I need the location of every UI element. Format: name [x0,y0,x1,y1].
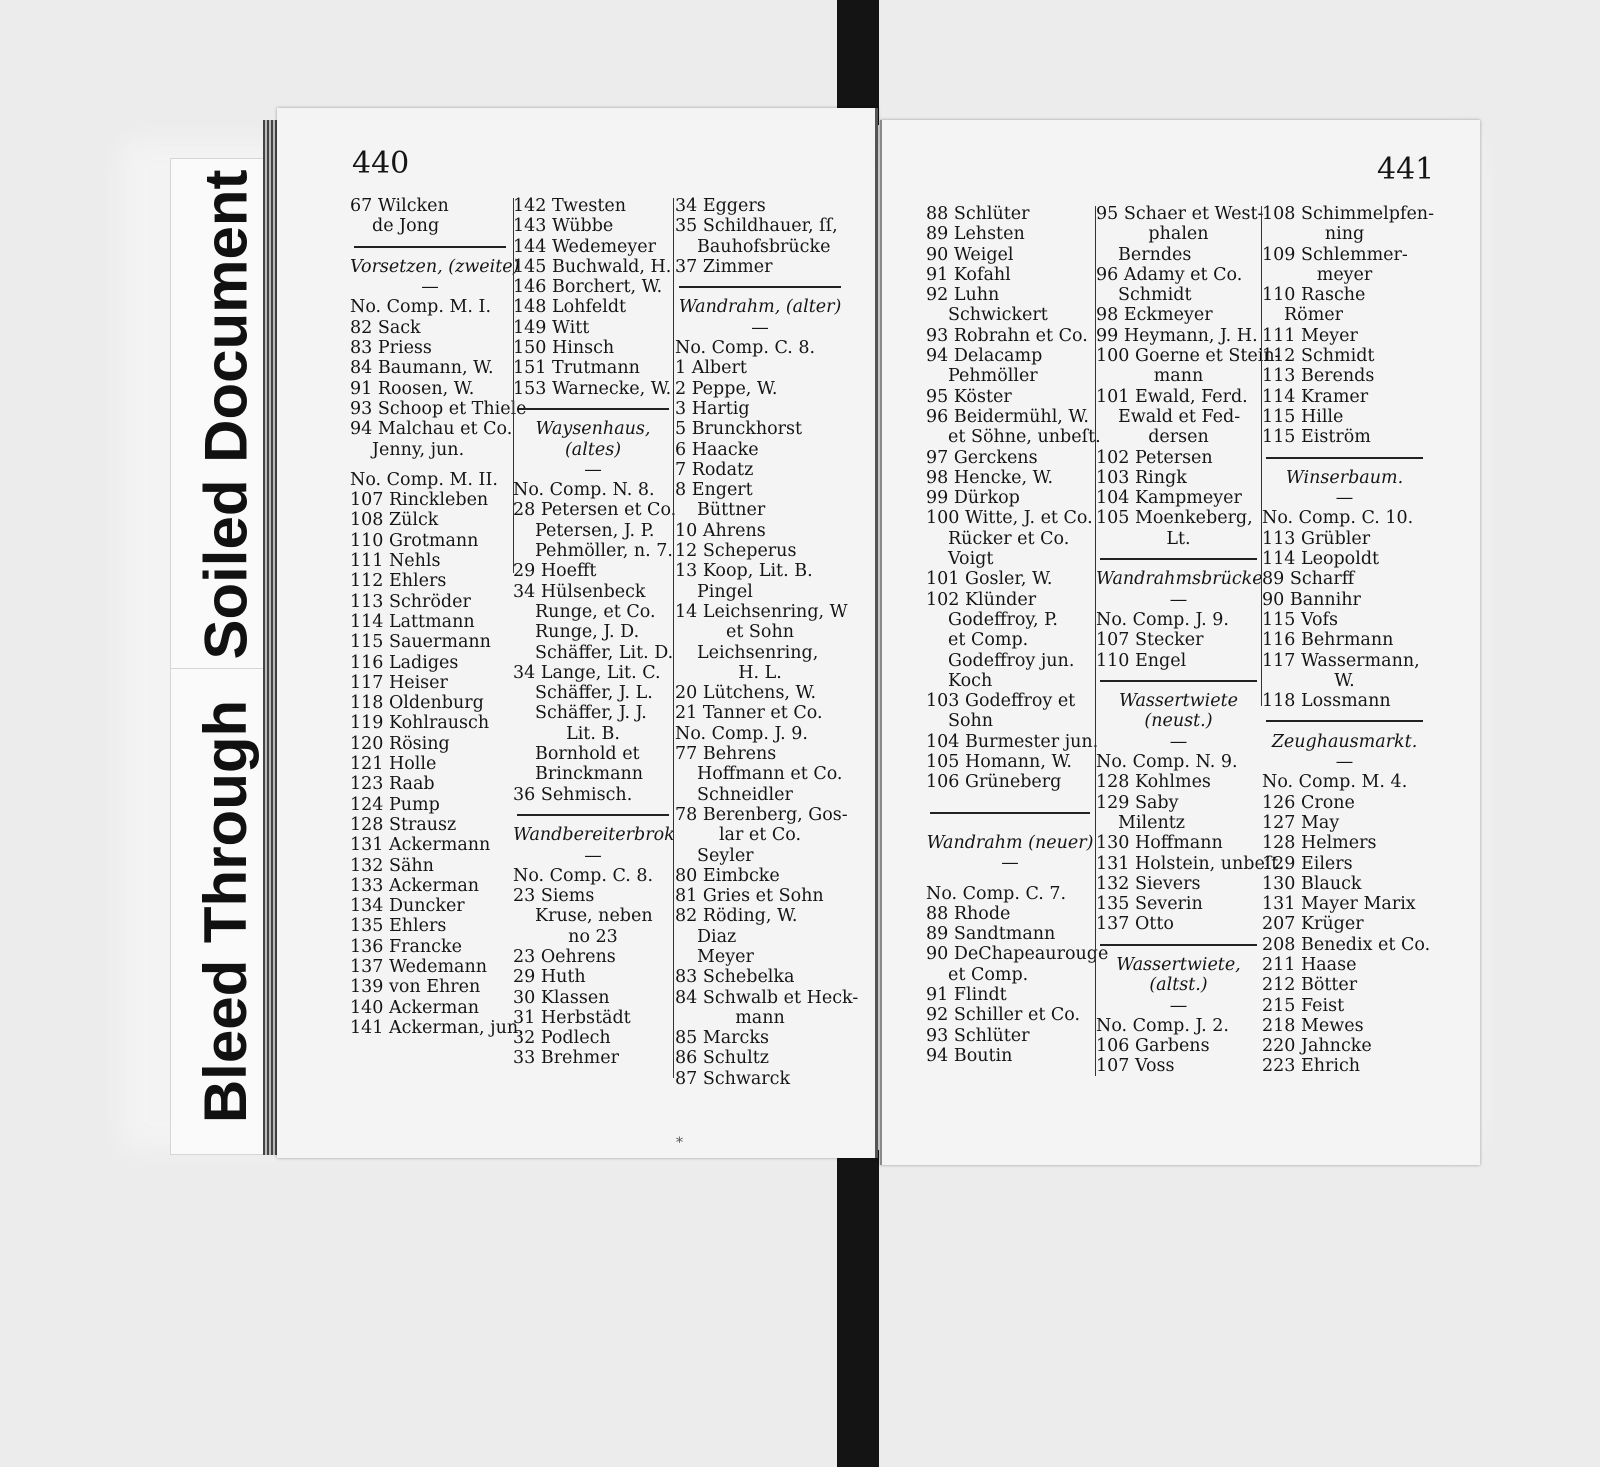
directory-entry: 129 Eilers [1262,853,1353,874]
directory-entry: No. Comp. N. 8. [513,480,655,501]
directory-entry: 123 Raab [350,774,435,795]
directory-entry: 113 Berends [1262,366,1375,387]
directory-entry: Schmidt [1118,285,1192,306]
directory-entry: 108 Schimmelpfen- [1262,204,1434,224]
street-heading: Wandrahm (neuer) [926,832,1094,853]
bookmark-ribbon-bottom [837,1150,879,1467]
directory-entry: 84 Schwalb et Heck- [675,987,859,1008]
directory-entry: 135 Ehlers [350,916,447,937]
directory-entry: Brinckmann [535,764,644,785]
directory-entry: No. Comp. M. II. [350,469,498,490]
directory-entry: 7 Rodatz [675,459,754,480]
directory-entry: 6 Haacke [675,439,759,460]
directory-entry: 93 Robrahn et Co. [926,325,1088,346]
directory-entry: 83 Schebelka [675,967,795,988]
directory-entry: 128 Helmers [1262,833,1377,854]
directory-entry: 1 Albert [675,358,747,379]
centered-line: phalen [1148,224,1209,245]
centered-line: H. L. [738,662,782,683]
directory-entry: No. Comp. C. 7. [926,883,1067,904]
section-rule [1262,448,1427,468]
directory-entry: 105 Moenkeberg, [1096,508,1253,529]
centered-line: lar et Co. [718,825,802,846]
centered-line: ning [1324,224,1365,245]
directory-entry: No. Comp. C. 8. [675,338,816,359]
directory-entry: 132 Sievers [1096,873,1201,894]
directory-entry: 80 Eimbcke [675,865,780,886]
directory-entry: 127 May [1262,812,1340,833]
centered-line: — [1001,853,1019,874]
directory-entry: 112 Ehlers [350,571,447,592]
directory-entry: No. Comp. C. 8. [513,865,654,886]
directory-entry: 118 Lossmann [1262,691,1391,712]
directory-entry: Pehmöller, n. 7. [535,541,673,562]
directory-entry: 121 Holle [350,754,437,775]
directory-entry: Milentz [1118,812,1185,833]
directory-entry: Schäffer, J. L. [535,683,653,704]
directory-entry: 92 Luhn [926,285,1000,306]
centered-line: Lit. B. [566,723,620,744]
page-number-left: 440 [352,146,410,181]
directory-entry: 135 Severin [1096,894,1203,915]
directory-entry: 14 Leichsenring, W [675,601,848,622]
section-rule [1096,549,1261,569]
directory-entry: 8 Engert [675,480,753,501]
directory-entry: Seyler [697,845,754,866]
street-heading: (altst.) [1149,975,1208,996]
directory-entry: 114 Leopoldt [1262,549,1380,570]
street-heading: Wassertwiete [1119,691,1238,712]
directory-entry: 89 Scharff [1262,569,1355,590]
soiled-document-text: Soiled Document [192,168,260,660]
directory-entry: 131 Mayer Marix [1262,894,1416,915]
directory-entry: 28 Petersen et Co. [513,500,677,521]
directory-entry: No. Comp. J. 2. [1096,1015,1229,1036]
directory-entry: 78 Berenberg, Gos- [675,804,848,825]
street-heading: Winserbaum. [1285,467,1404,488]
directory-entry: 212 Bötter [1262,975,1358,996]
section-rule [926,803,1094,823]
directory-entry: 29 Hoefft [513,561,597,582]
directory-entry: No. Comp. N. 9. [1096,752,1238,773]
directory-entry: 34 Lange, Lit. C. [513,662,661,683]
spacer [926,823,1094,833]
bookmark-ribbon-top [837,0,879,125]
street-heading: Wandrahm, (alter) [678,297,842,318]
centered-line: meyer [1316,264,1373,285]
directory-entry: Petersen, J. P. [535,520,655,541]
directory-entry: 20 Lütchens, W. [675,683,817,704]
directory-entry: 117 Wassermann, [1262,650,1420,671]
directory-entry: 90 Weigel [926,244,1014,265]
directory-entry: Pehmöller [948,366,1038,387]
centered-line: — [1335,752,1354,773]
left-page [277,108,878,1158]
directory-entry: et Comp. [948,964,1029,985]
directory-entry: Kruse, neben [535,906,653,927]
directory-entry: 89 Lehsten [926,224,1025,245]
directory-entry: 134 Duncker [350,896,465,917]
directory-entry: 67 Wilcken [350,196,449,216]
directory-entry: 149 Witt [513,317,590,338]
directory-entry: 102 Petersen [1096,447,1213,468]
spacer [350,460,510,470]
directory-entry: Schwickert [948,305,1048,326]
directory-entry: 113 Grübler [1262,528,1371,549]
directory-entry: No. Comp. M. I. [350,297,492,318]
right-column-2 [1096,204,1284,1077]
directory-entry: 37 Zimmer [675,256,773,277]
directory-entry: 136 Francke [350,936,462,957]
directory-entry: 104 Kampmeyer [1096,488,1242,509]
directory-entry: 112 Schmidt [1262,346,1375,367]
directory-entry: 131 Ackermann [350,835,491,856]
directory-entry: 30 Klassen [513,987,610,1008]
ink-smudge: * [676,1135,683,1151]
directory-entry: 144 Wedemeyer [513,236,656,257]
directory-entry: Godeffroy jun. [948,650,1075,671]
directory-entry: Pingel [697,581,753,602]
directory-entry: 23 Oehrens [513,946,616,967]
directory-entry: 23 Siems [513,886,595,907]
directory-entry: 114 Kramer [1262,386,1369,407]
directory-entry: 98 Hencke, W. [926,467,1054,488]
directory-entry: 101 Gosler, W. [926,569,1053,590]
directory-entry: 211 Haase [1262,954,1357,975]
street-heading: (neust.) [1144,711,1213,732]
directory-entry: 130 Blauck [1262,873,1362,894]
directory-entry: 2 Peppe, W. [675,378,778,399]
directory-entry: 94 Boutin [926,1045,1013,1066]
directory-entry: 118 Oldenburg [350,693,484,714]
directory-entry: 150 Hinsch [513,338,615,359]
directory-entry: 114 Lattmann [350,611,475,632]
street-heading: Wassertwiete, [1116,954,1241,975]
directory-entry: Bauhofsbrücke [697,236,831,257]
directory-entry: 97 Gerckens [926,447,1038,468]
directory-entry: 88 Rhode [926,903,1011,924]
directory-entry: No. Comp. M. 4. [1262,772,1408,793]
directory-entry: 91 Kofahl [926,264,1011,285]
directory-entry: 128 Strausz [350,814,457,835]
directory-entry: 95 Schaer et West- [1096,204,1264,224]
directory-entry: Runge, J. D. [535,622,640,643]
directory-entry: Bornhold et [535,744,640,765]
directory-entry: 110 Engel [1096,650,1187,671]
column-rule [673,198,674,1078]
directory-entry: 29 Huth [513,967,586,988]
directory-entry: Schneidler [697,784,793,805]
street-heading: Vorsetzen, (zweite) [350,256,520,277]
directory-entry: Ewald et Fed- [1118,406,1241,427]
directory-entry: 108 Zülck [350,510,439,531]
directory-entry: 110 Grotmann [350,530,479,551]
directory-entry: 115 Eiström [1262,427,1371,448]
directory-entry: 128 Kohlmes [1096,772,1211,793]
directory-entry: 95 Köster [926,386,1012,407]
directory-entry: Römer [1284,305,1344,326]
directory-entry: Koch [948,670,993,691]
centered-line: — [1169,589,1188,610]
directory-entry: No. Comp. J. 9. [675,723,808,744]
directory-entry: 103 Ringk [1096,467,1187,488]
directory-entry: 120 Rösing [350,733,450,754]
directory-entry: 223 Ehrich [1262,1056,1361,1077]
directory-entry: 93 Schlüter [926,1025,1030,1046]
directory-entry: 5 Brunckhorst [675,419,803,440]
directory-entry: 99 Heymann, J. H. [1096,325,1258,346]
left-column-1 [350,196,527,1038]
directory-entry: No. Comp. C. 10. [1262,508,1414,529]
directory-entry: 129 Saby [1096,792,1179,813]
directory-entry: 77 Behrens [675,744,777,765]
centered-line: — [584,459,602,480]
directory-entry: 94 Delacamp [926,346,1043,367]
directory-entry: 133 Ackerman [350,875,480,896]
centered-line: — [584,845,602,866]
directory-entry: 153 Warnecke, W. [513,378,672,399]
directory-entry: Leichsenring, [697,642,819,663]
centered-line: no 23 [568,926,618,947]
directory-entry: 151 Trutmann [513,358,640,379]
directory-entry: 116 Ladiges [350,652,459,673]
centered-line: — [421,277,439,298]
directory-entry: 115 Vofs [1262,609,1338,630]
centered-line: — [751,317,769,338]
directory-entry: 10 Ahrens [675,520,766,541]
directory-entry: 107 Voss [1096,1056,1175,1077]
directory-entry: 124 Pump [350,794,440,815]
centered-line: dersen [1148,427,1209,448]
centered-line: Lt. [1166,528,1191,549]
centered-line: mann [735,1007,785,1028]
directory-entry: 218 Mewes [1262,1015,1364,1036]
directory-entry: Runge, et Co. [535,601,656,622]
directory-entry: Godeffroy, P. [948,609,1058,630]
page-number-right: 441 [1377,152,1435,187]
directory-entry: 13 Koop, Lit. B. [675,561,813,582]
directory-entry: 83 Priess [350,338,432,359]
directory-entry: 87 Schwarck [675,1068,791,1089]
directory-entry: Sohn [948,711,994,732]
directory-entry: Berndes [1118,244,1192,265]
directory-entry: 86 Schultz [675,1048,770,1069]
directory-entry: 220 Jahncke [1262,1036,1372,1057]
directory-entry: 36 Sehmisch. [513,784,633,805]
street-heading: Wandbereiterbrok [513,825,675,846]
directory-entry: 31 Herbstädt [513,1007,631,1028]
directory-entry: Voigt [948,549,994,570]
directory-entry: 126 Crone [1262,792,1355,813]
section-rule [1096,671,1261,691]
directory-entry: 100 Witte, J. et Co. [926,508,1093,529]
directory-entry: 82 Sack [350,317,421,338]
directory-entry: 132 Sähn [350,855,434,876]
spacer [926,793,1094,803]
directory-entry: 12 Scheperus [675,541,797,562]
directory-entry: 215 Feist [1262,995,1345,1016]
directory-entry: 88 Schlüter [926,204,1030,224]
directory-entry: 143 Wübbe [513,216,614,237]
directory-entry: 35 Schildhauer, ſſ, [675,216,838,237]
directory-entry: 110 Rasche [1262,285,1366,306]
directory-entry: 111 Meyer [1262,325,1358,346]
page-stack-edge [263,120,277,1155]
directory-entry: 81 Gries et Sohn [675,886,824,907]
centered-line: mann [1153,366,1204,387]
directory-entry: 3 Hartig [675,398,750,419]
bleed-through-text: Bleed Through [192,699,260,1124]
section-rule [350,237,510,257]
directory-entry: 111 Nehls [350,551,441,572]
centered-line: W. [1334,670,1355,691]
directory-entry: 34 Eggers [675,196,766,216]
directory-entry: 106 Garbens [1096,1036,1210,1057]
centered-line: — [1169,995,1188,1016]
directory-entry: 92 Schiller et Co. [926,1005,1081,1026]
directory-entry: 104 Burmester jun. [926,731,1099,752]
directory-entry: 115 Hille [1262,406,1344,427]
directory-entry: 82 Röding, W. [675,906,798,927]
section-rule [513,399,673,419]
directory-entry: 146 Borchert, W. [513,277,663,298]
directory-entry: 140 Ackerman [350,997,480,1018]
street-heading: (altes) [564,439,622,460]
directory-entry: 208 Benedix et Co. [1262,934,1431,955]
directory-entry: Diaz [697,926,737,947]
directory-entry: 33 Brehmer [513,1048,619,1069]
directory-entry: 115 Sauermann [350,632,491,653]
directory-entry: 94 Malchau et Co. [350,419,513,440]
directory-entry: 106 Grüneberg [926,772,1062,793]
directory-entry: Schäffer, Lit. D. [535,642,674,663]
directory-entry: Jenny, jun. [372,439,465,460]
directory-entry: Schäffer, J. J. [535,703,647,724]
directory-entry: 89 Sandtmann [926,924,1056,945]
directory-entry: 131 Holstein, unbeſt. [1096,853,1284,874]
directory-entry: 113 Schröder [350,591,471,612]
directory-entry: et Comp. [948,630,1029,651]
directory-entry: 105 Homann, W. [926,752,1072,773]
right-page [880,120,1480,1165]
directory-entry: 116 Behrmann [1262,630,1394,651]
directory-entry: 148 Lohfeldt [513,297,627,318]
section-rule [675,277,845,297]
directory-entry: 98 Eckmeyer [1096,305,1213,326]
directory-entry: 93 Schoop et Thiele [350,398,527,419]
section-rule [513,805,673,825]
centered-line: et Sohn [725,622,795,643]
directory-entry: Meyer [697,946,754,967]
directory-entry: 102 Klünder [926,589,1037,610]
right-column-1 [926,204,1109,1066]
directory-entry: 142 Twesten [513,196,626,216]
directory-entry: Büttner [697,500,766,521]
directory-entry: 34 Hülsenbeck [513,581,646,602]
left-column-2 [513,196,677,1069]
directory-entry: 137 Otto [1096,914,1174,935]
directory-entry: 85 Marcks [675,1028,769,1049]
section-rule [1262,711,1427,731]
directory-entry: 130 Hoffmann [1096,833,1223,854]
centered-line: — [1169,731,1188,752]
directory-entry: et Söhne, unbeſt. [948,427,1101,448]
directory-entry: 109 Schlemmer- [1262,244,1408,265]
directory-entry: 90 Bannihr [1262,589,1361,610]
directory-entry: 90 DeChapeaurouge [926,944,1109,965]
directory-entry: 21 Tanner et Co. [675,703,823,724]
street-heading: Waysenhaus, [535,419,651,440]
centered-line: — [1335,488,1354,509]
directory-entry: 101 Ewald, Ferd. [1096,386,1248,407]
directory-entry: 207 Krüger [1262,914,1364,935]
directory-entry: 91 Roosen, W. [350,378,475,399]
spacer [926,874,1094,884]
directory-entry: 100 Goerne et Stein- [1096,346,1281,367]
directory-entry: 96 Adamy et Co. [1096,264,1243,285]
directory-entry: 91 Flindt [926,984,1007,1005]
directory-entry: 107 Rinckleben [350,490,489,511]
street-heading: Wandrahmsbrücke [1096,569,1263,590]
directory-entry: 145 Buchwald, H. [513,256,672,277]
directory-entry: 84 Baumann, W. [350,358,494,379]
directory-entry: 117 Heiser [350,672,448,693]
directory-entry: 99 Dürkop [926,488,1020,509]
directory-entry: de Jong [372,216,440,237]
directory-entry: 96 Beidermühl, W. [926,406,1089,427]
right-column-3 [1262,204,1434,1077]
directory-entry: Hoffmann et Co. [697,764,843,785]
directory-entry: 103 Godeffroy et [926,691,1076,712]
directory-entry: 139 von Ehren [350,977,481,998]
directory-entry: 119 Kohlrausch [350,713,490,734]
street-heading: Zeughausmarkt. [1271,731,1418,752]
left-column-3 [675,196,859,1089]
section-rule [1096,935,1261,955]
directory-entry: No. Comp. J. 9. [1096,609,1229,630]
directory-entry: 137 Wedemann [350,956,488,977]
directory-entry: 32 Podlech [513,1028,611,1049]
directory-entry: 107 Stecker [1096,630,1204,651]
directory-entry: Rücker et Co. [948,528,1070,549]
directory-entry: 141 Ackerman, jun. [350,1017,524,1038]
